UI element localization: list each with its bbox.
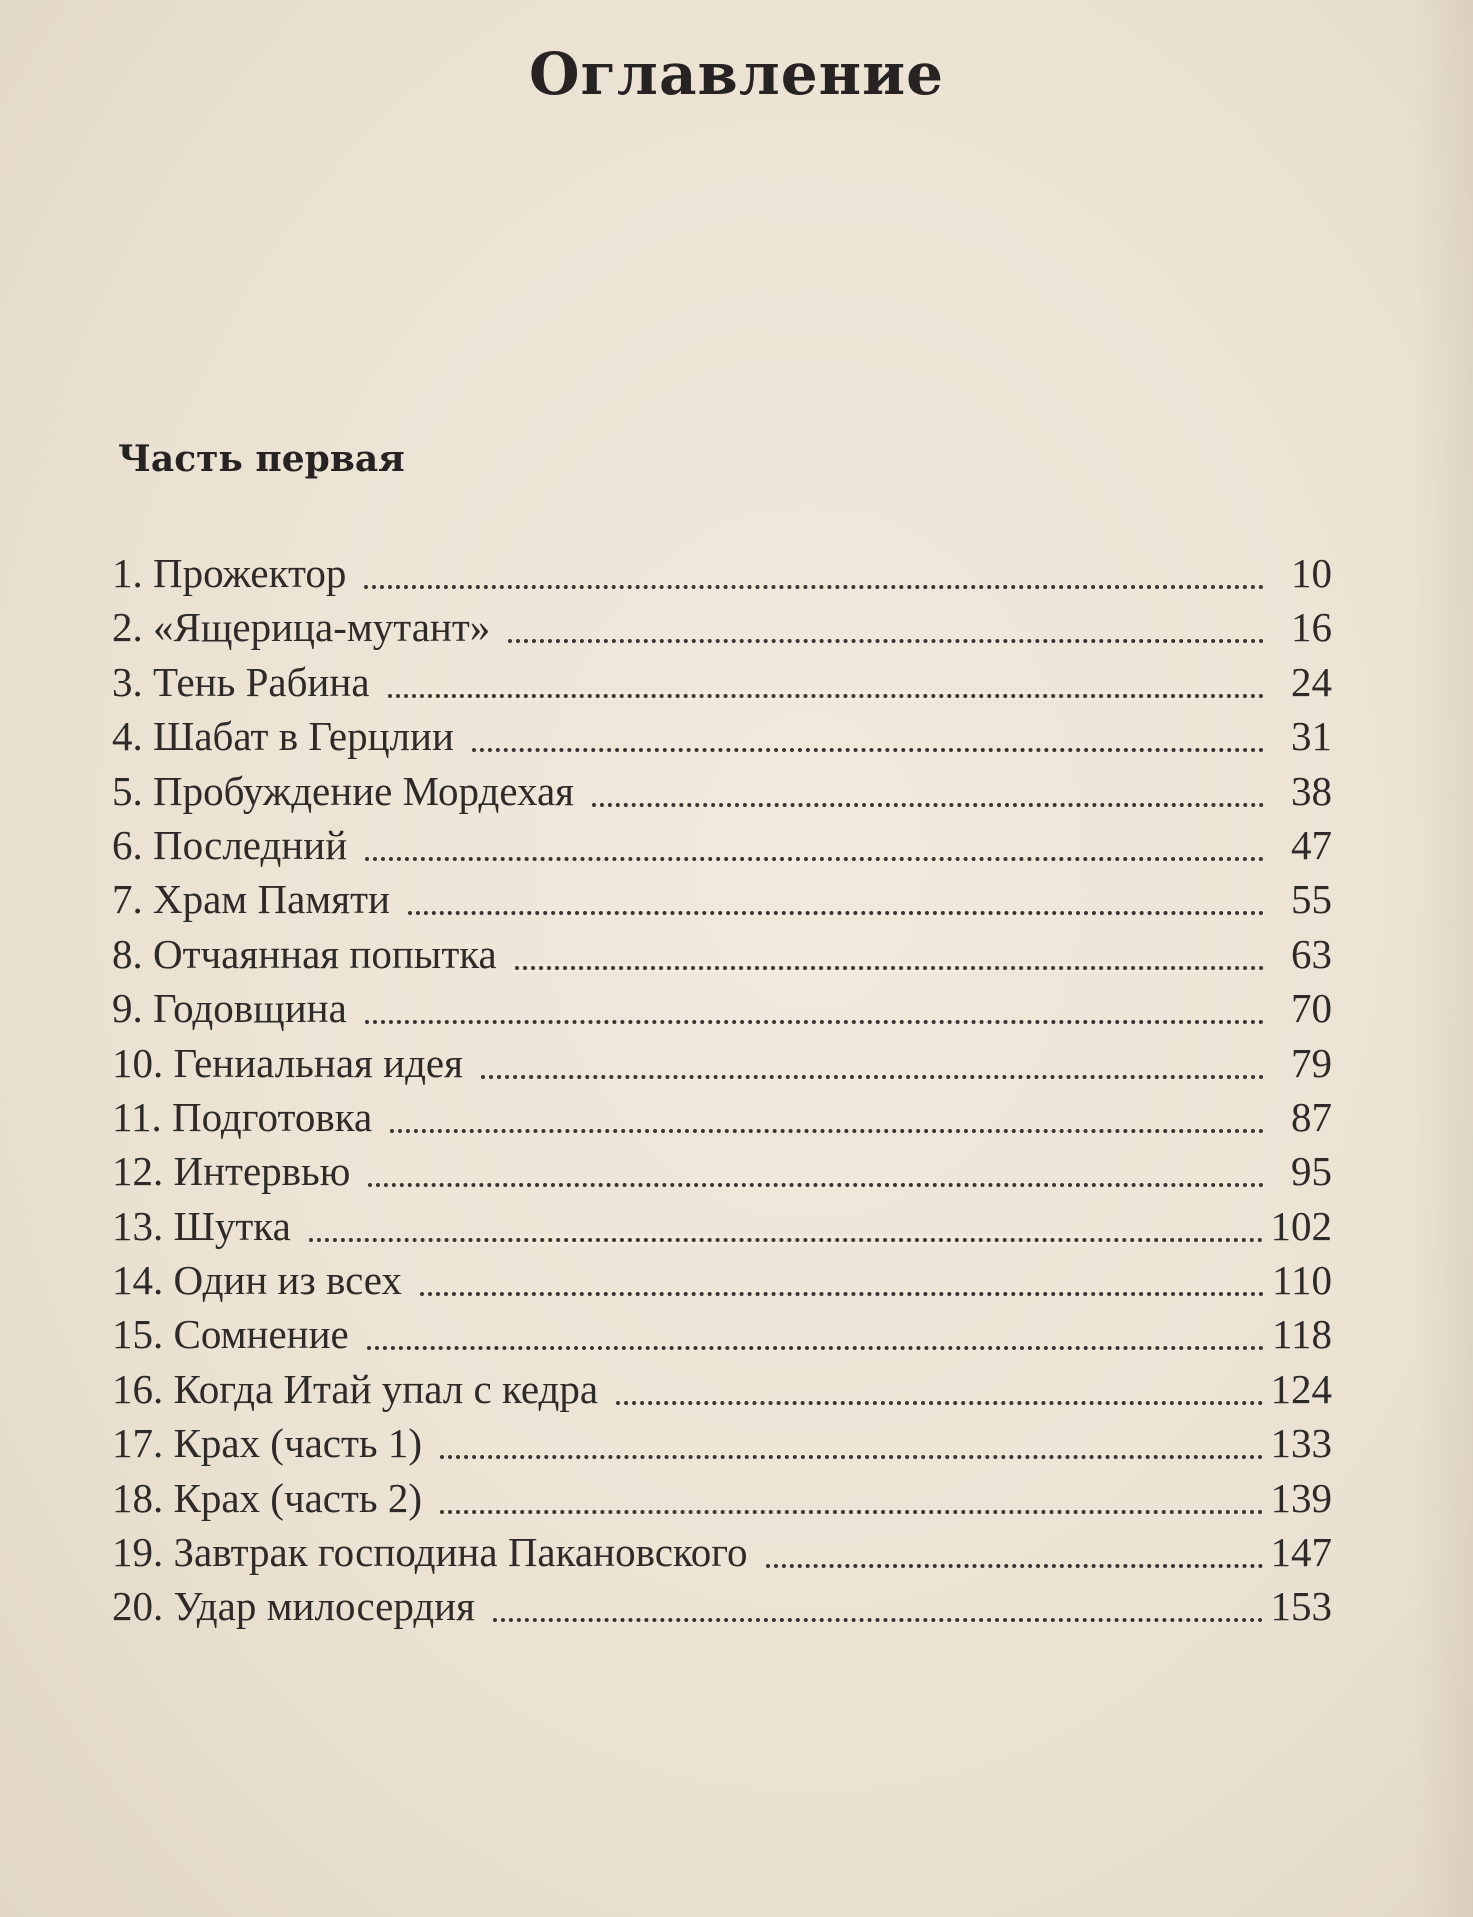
- toc-entry-page: 124: [1270, 1365, 1332, 1412]
- toc-entry[interactable]: [112, 764, 1332, 818]
- toc-entry-title: 7. Храм Памяти: [112, 876, 390, 923]
- toc-entry-title: 6. Последний: [112, 821, 348, 868]
- toc-entry-page: 47: [1291, 821, 1332, 868]
- toc-entry-title: 11. Подготовка: [112, 1093, 373, 1140]
- toc-entry[interactable]: [112, 981, 1332, 1035]
- toc-entry[interactable]: [112, 1199, 1332, 1253]
- toc-entry-title: 1. Прожектор: [112, 550, 347, 596]
- dot-leader: [309, 1238, 1263, 1242]
- dot-leader: [390, 1129, 1264, 1133]
- toc-entry[interactable]: [112, 655, 1332, 709]
- dot-leader: [440, 1455, 1263, 1459]
- toc-entry[interactable]: [112, 1471, 1332, 1525]
- toc-entry-page: 110: [1272, 1257, 1332, 1304]
- toc-entry-page: 38: [1291, 767, 1332, 814]
- toc-entry-page: 118: [1272, 1311, 1332, 1358]
- toc-entry-page: 147: [1270, 1529, 1332, 1576]
- toc-entry-title: 4. Шабат в Герцлии: [112, 713, 454, 760]
- toc-entry-page: 16: [1291, 604, 1332, 651]
- dot-leader: [365, 857, 1264, 861]
- toc-entry-page: 10: [1291, 550, 1332, 596]
- toc-entry[interactable]: [112, 1525, 1332, 1579]
- toc-entry-title: 5. Пробуждение Мордехая: [112, 767, 575, 814]
- toc-entry-title: 15. Сомнение: [112, 1311, 349, 1358]
- toc-entry[interactable]: [112, 1144, 1332, 1198]
- toc-entry-title: 20. Удар милосердия: [112, 1583, 475, 1630]
- toc-entry[interactable]: [112, 1253, 1332, 1307]
- dot-leader: [508, 639, 1264, 643]
- toc-entry[interactable]: [112, 709, 1332, 763]
- toc-entry-title: 14. Один из всех: [112, 1257, 402, 1304]
- toc-entry-title: 17. Крах (часть 1): [112, 1420, 422, 1467]
- toc-entry-page: 63: [1291, 930, 1332, 977]
- toc-entry-page: 31: [1291, 713, 1332, 760]
- toc-entry-title: 13. Шутка: [112, 1202, 291, 1249]
- toc-entry-page: 153: [1270, 1583, 1332, 1630]
- toc-entry-title: 12. Интервью: [112, 1148, 351, 1195]
- table-of-contents: [112, 546, 1332, 1634]
- dot-leader: [368, 1183, 1264, 1187]
- dot-leader: [766, 1564, 1263, 1568]
- toc-entry-title: 18. Крах (часть 2): [112, 1474, 422, 1521]
- toc-entry-page: 102: [1270, 1202, 1332, 1249]
- toc-entry[interactable]: [112, 872, 1332, 926]
- dot-leader: [408, 911, 1264, 915]
- dot-leader: [440, 1510, 1263, 1514]
- toc-entry-page: 139: [1270, 1474, 1332, 1521]
- toc-entry-title: 9. Годовщина: [112, 985, 347, 1032]
- dot-leader: [515, 966, 1264, 970]
- toc-entry-page: 79: [1291, 1039, 1332, 1086]
- toc-entry[interactable]: [112, 1416, 1332, 1470]
- dot-leader: [367, 1346, 1264, 1350]
- toc-entry-title: 16. Когда Итай упал с кедра: [112, 1365, 599, 1412]
- toc-entry-page: 133: [1270, 1420, 1332, 1467]
- toc-entry[interactable]: [112, 927, 1332, 981]
- toc-entry[interactable]: [112, 818, 1332, 872]
- toc-entry-page: 70: [1291, 985, 1332, 1032]
- dot-leader: [616, 1401, 1262, 1405]
- dot-leader: [365, 1020, 1264, 1024]
- toc-entry-title: 3. Тень Рабина: [112, 658, 370, 705]
- part-heading: Часть первая: [118, 438, 405, 480]
- dot-leader: [420, 1292, 1264, 1296]
- toc-entry[interactable]: [112, 1362, 1332, 1416]
- page-title: Оглавление: [528, 40, 944, 108]
- toc-entry-title: 19. Завтрак господина Пакановского: [112, 1529, 748, 1576]
- toc-entry-page: 95: [1291, 1148, 1332, 1195]
- toc-entry[interactable]: [112, 1307, 1332, 1361]
- toc-entry[interactable]: [112, 1579, 1332, 1633]
- dot-leader: [388, 694, 1264, 698]
- toc-entry-title: 10. Гениальная идея: [112, 1039, 463, 1086]
- dot-leader: [493, 1618, 1263, 1622]
- toc-entry-page: 55: [1291, 876, 1332, 923]
- toc-entry-page: 24: [1291, 658, 1332, 705]
- dot-leader: [364, 585, 1264, 589]
- toc-entry[interactable]: [112, 1036, 1332, 1090]
- toc-entry[interactable]: [112, 600, 1332, 654]
- toc-entry-title: 2. «Ящерица-мутант»: [112, 604, 491, 651]
- page-edge-shadow: [1413, 0, 1473, 1917]
- dot-leader: [481, 1075, 1264, 1079]
- dot-leader: [472, 748, 1264, 752]
- dot-leader: [592, 803, 1264, 807]
- toc-entry-page: 87: [1291, 1093, 1332, 1140]
- toc-entry[interactable]: [112, 546, 1332, 600]
- toc-entry-title: 8. Отчаянная попытка: [112, 930, 497, 977]
- toc-entry[interactable]: [112, 1090, 1332, 1144]
